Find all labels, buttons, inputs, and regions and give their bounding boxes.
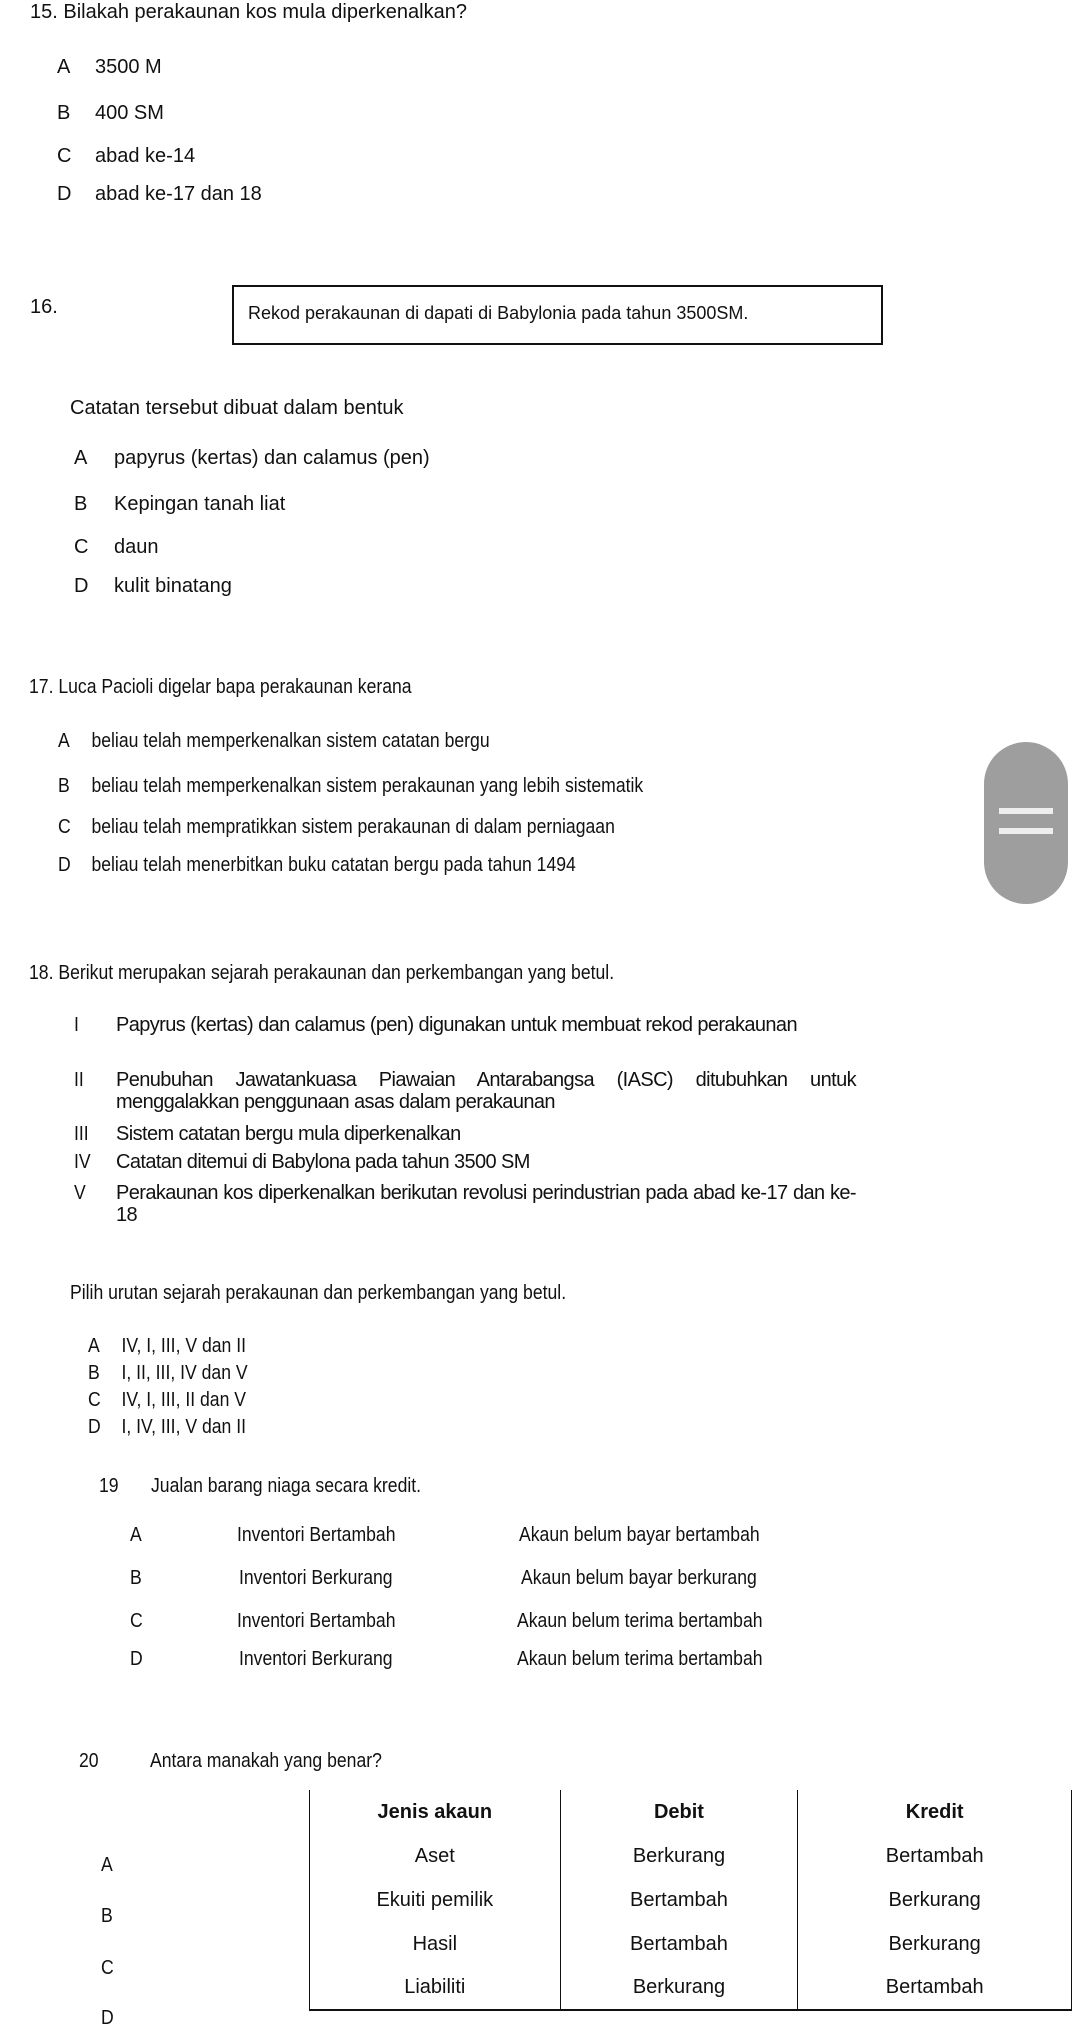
q17-option-d[interactable]: D beliau telah menerbitkan buku catatan bergu pada tahun 1494 bbox=[58, 854, 576, 876]
cell-debit: Berkurang bbox=[560, 1834, 798, 1878]
q18-statement-roman: II bbox=[74, 1069, 84, 1091]
q15-option-a[interactable]: A 3500 M bbox=[57, 56, 162, 78]
q15-option-b[interactable]: B 400 SM bbox=[57, 102, 164, 124]
q15-option-d[interactable]: D abad ke-17 dan 18 bbox=[57, 183, 262, 205]
q16-context-box bbox=[232, 285, 883, 345]
cell-debit: Bertambah bbox=[560, 1878, 798, 1922]
cell-kredit: Berkurang bbox=[798, 1878, 1072, 1922]
q16-option-b[interactable]: B Kepingan tanah liat bbox=[74, 493, 286, 515]
q18-prompt: Pilih urutan sejarah perakaunan dan perkembangan yang betul. bbox=[70, 1282, 567, 1304]
q16-stem: Catatan tersebut dibuat dalam bentuk bbox=[70, 397, 404, 419]
q18-statement-text: Perakaunan kos diperkenalkan berikutan revolusi perindustrian pada abad ke-17 dan ke-18 bbox=[116, 1182, 856, 1226]
table-header-row bbox=[310, 1790, 1072, 1834]
q16-option-a[interactable]: A papyrus (kertas) dan calamus (pen) bbox=[74, 447, 430, 469]
q18-statement-text: Catatan ditemui di Babylona pada tahun 3500 SM bbox=[116, 1151, 530, 1173]
q18-option-b[interactable]: B I, II, III, IV dan V bbox=[88, 1362, 248, 1384]
question-19-title: Jualan barang niaga secara kredit. bbox=[151, 1475, 422, 1497]
cell-account: Hasil bbox=[310, 1922, 561, 1966]
cell-account: Liabiliti bbox=[310, 1966, 561, 2010]
table-row bbox=[310, 1834, 1072, 1878]
q16-context-text: Rekod perakaunan di dapati di Babylonia pada tahun 3500SM. bbox=[248, 303, 749, 323]
q17-option-c[interactable]: C beliau telah mempratikkan sistem perakaunan di dalam perniagaan bbox=[58, 816, 615, 838]
table-row bbox=[310, 1922, 1072, 1966]
cell-kredit: Berkurang bbox=[798, 1922, 1072, 1966]
q18-statement-text: Sistem catatan bergu mula diperkenalkan bbox=[116, 1123, 461, 1145]
q18-option-c[interactable]: C IV, I, III, II dan V bbox=[88, 1389, 247, 1411]
cell-account: Ekuiti pemilik bbox=[310, 1878, 561, 1922]
q15-option-c[interactable]: C abad ke-14 bbox=[57, 145, 196, 167]
q18-option-d[interactable]: D I, IV, III, V dan II bbox=[88, 1416, 247, 1438]
question-18-title: 18. Berikut merupakan sejarah perakaunan dan perkembangan yang betul. bbox=[29, 962, 615, 984]
q17-option-b[interactable]: B beliau telah memperkenalkan sistem perakaunan yang lebih sistematik bbox=[58, 775, 644, 797]
question-20-title: Antara manakah yang benar? bbox=[150, 1750, 382, 1772]
q16-option-c[interactable]: C daun bbox=[74, 536, 159, 558]
q18-statement-roman: IV bbox=[74, 1151, 91, 1173]
q18-option-a[interactable]: A IV, I, III, V dan II bbox=[88, 1335, 247, 1357]
q18-statement-text: Papyrus (kertas) dan calamus (pen) digunakan untuk membuat rekod perakaunan bbox=[116, 1014, 797, 1036]
cell-account: Aset bbox=[310, 1834, 561, 1878]
q18-statement-roman: III bbox=[74, 1123, 89, 1145]
cell-debit: Bertambah bbox=[560, 1922, 798, 1966]
header-kredit: Kredit bbox=[798, 1790, 1072, 1834]
q17-option-a[interactable]: A beliau telah memperkenalkan sistem catatan bergu bbox=[58, 730, 490, 752]
q20-option-c[interactable]: C bbox=[101, 1957, 114, 1979]
q20-option-a[interactable]: A bbox=[101, 1854, 113, 1876]
account-rules-table bbox=[309, 1790, 1072, 2011]
question-17-title: 17. Luca Pacioli digelar bapa perakaunan kerana bbox=[29, 676, 412, 698]
scroll-handle[interactable] bbox=[984, 742, 1068, 904]
question-15-title: 15. Bilakah perakaunan kos mula diperkenalkan? bbox=[30, 1, 467, 23]
cell-kredit: Bertambah bbox=[798, 1966, 1072, 2010]
header-jenis-akaun: Jenis akaun bbox=[310, 1790, 561, 1834]
q16-option-d[interactable]: D kulit binatang bbox=[74, 575, 232, 597]
cell-kredit: Bertambah bbox=[798, 1834, 1072, 1878]
q20-option-b[interactable]: B bbox=[101, 1905, 113, 1927]
table-row bbox=[310, 1966, 1072, 2010]
q18-statement-roman: I bbox=[74, 1014, 79, 1036]
cell-debit: Berkurang bbox=[560, 1966, 798, 2010]
header-debit: Debit bbox=[560, 1790, 798, 1834]
q18-statement-roman: V bbox=[74, 1182, 86, 1204]
question-16-number: 16. bbox=[30, 296, 58, 318]
question-20-number: 20 bbox=[79, 1750, 99, 1772]
table-row bbox=[310, 1878, 1072, 1922]
q20-option-d[interactable]: D bbox=[101, 2007, 114, 2029]
q18-statement-text: Penubuhan Jawatankuasa Piawaian Antarabangsa (IASC) ditubuhkan untuk menggalakkan penggunaan asas dalam perakaunan bbox=[116, 1069, 856, 1113]
question-19-number: 19 bbox=[99, 1475, 119, 1497]
